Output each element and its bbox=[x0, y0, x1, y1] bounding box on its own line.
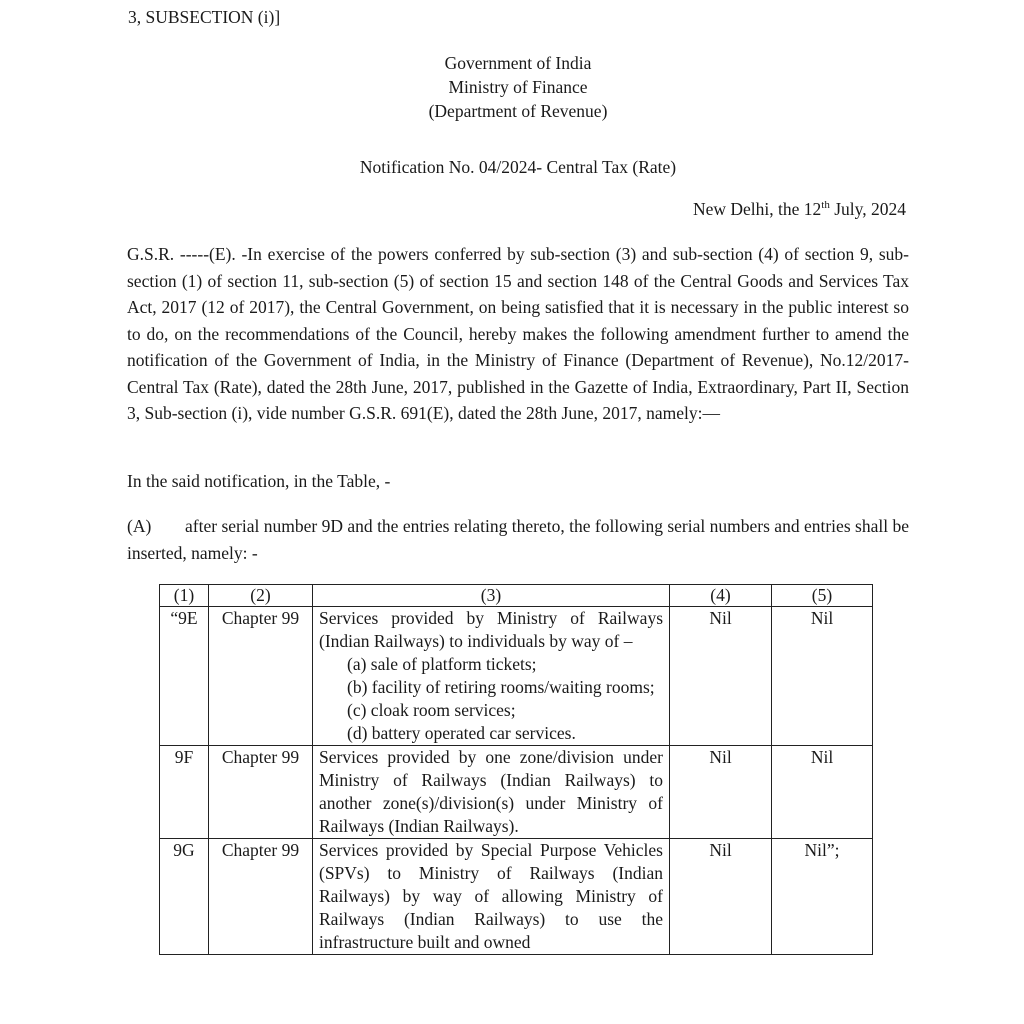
table-header-cell: (4) bbox=[670, 585, 772, 607]
list-item: (b) facility of retiring rooms/waiting rooms; bbox=[347, 677, 655, 697]
date-suffix: July, 2024 bbox=[829, 199, 906, 219]
department-name: (Department of Revenue) bbox=[428, 101, 608, 121]
service-sublist bbox=[319, 653, 663, 745]
notification-title: Notification No. 04/2024- Central Tax (Rate) bbox=[359, 157, 677, 177]
condition-cell: Nil bbox=[772, 746, 873, 839]
entries-table bbox=[159, 584, 873, 955]
serial-number-cell: 9F bbox=[160, 746, 209, 839]
ministry-name: Ministry of Finance bbox=[448, 77, 588, 97]
table-header-cell: (5) bbox=[772, 585, 873, 607]
chapter-cell: Chapter 99 bbox=[209, 607, 313, 746]
issuing-authority bbox=[0, 51, 1024, 123]
rate-cell: Nil bbox=[670, 839, 772, 955]
amendment-text: after serial number 9D and the entries relating thereto, the following serial numbers and entries shall be inserted, namely: - bbox=[127, 516, 909, 563]
table-row bbox=[160, 607, 873, 746]
notification-date bbox=[693, 199, 906, 220]
serial-number-cell: “9E bbox=[160, 607, 209, 746]
preamble-paragraph: G.S.R. -----(E). -In exercise of the powers conferred by sub-section (3) and sub-section (4) of section 9, sub-section (1) of section 11, sub-section (5) of section 15 and section 148 of the Central Goods and Services Tax Act, 2017 (12 of 2017), the Central Government, on being satisfied that it is necessary in the public interest so to do, on the recommendations of the Council, hereby makes the following amendment further to amend the notification of the Government of India, in the Ministry of Finance (Department of Revenue), No.12/2017-Central Tax (Rate), dated the 28th June, 2017, published in the Gazette of India, Extraordinary, Part II, Section 3, Sub-section (i), vide number G.S.R. 691(E), dated the 28th June, 2017, namely:— bbox=[127, 244, 909, 423]
rate-cell: Nil bbox=[670, 607, 772, 746]
list-item: (d) battery operated car services. bbox=[347, 723, 576, 743]
date-prefix: New Delhi, the 12 bbox=[692, 199, 822, 219]
said-notification-line: In the said notification, in the Table, - bbox=[127, 471, 391, 491]
description-text: Services provided by Ministry of Railways (Indian Railways) to individuals by way of – bbox=[319, 608, 663, 651]
table-header-cell: (1) bbox=[160, 585, 209, 607]
description-cell: Services provided by one zone/division under Ministry of Railways (Indian Railways) to another zone(s)/division(s) under Ministry of Railways (Indian Railways). bbox=[313, 746, 670, 839]
condition-cell: Nil bbox=[772, 607, 873, 746]
table-header-row bbox=[160, 585, 873, 607]
table-header-cell: (2) bbox=[209, 585, 313, 607]
date-sup: th bbox=[821, 199, 830, 211]
chapter-cell: Chapter 99 bbox=[209, 746, 313, 839]
chapter-cell: Chapter 99 bbox=[209, 839, 313, 955]
table-row bbox=[160, 746, 873, 839]
condition-cell: Nil”; bbox=[772, 839, 873, 955]
description-cell bbox=[313, 607, 670, 746]
rate-cell: Nil bbox=[670, 746, 772, 839]
amendment-label: (A) bbox=[127, 516, 152, 536]
list-item: (c) cloak room services; bbox=[347, 700, 516, 720]
list-item: (a) sale of platform tickets; bbox=[347, 654, 537, 674]
serial-number-cell: 9G bbox=[160, 839, 209, 955]
table-header-cell: (3) bbox=[313, 585, 670, 607]
table-row bbox=[160, 839, 873, 955]
header-fragment: 3, SUBSECTION (i)] bbox=[128, 7, 281, 27]
government-name: Government of India bbox=[444, 53, 592, 73]
description-cell: Services provided by Special Purpose Vehicles (SPVs) to Ministry of Railways (Indian Railways) by way of allowing Ministry of Railways (Indian Railways) to use the infrastructure built and owned bbox=[313, 839, 670, 955]
amendment-paragraph bbox=[127, 513, 909, 566]
